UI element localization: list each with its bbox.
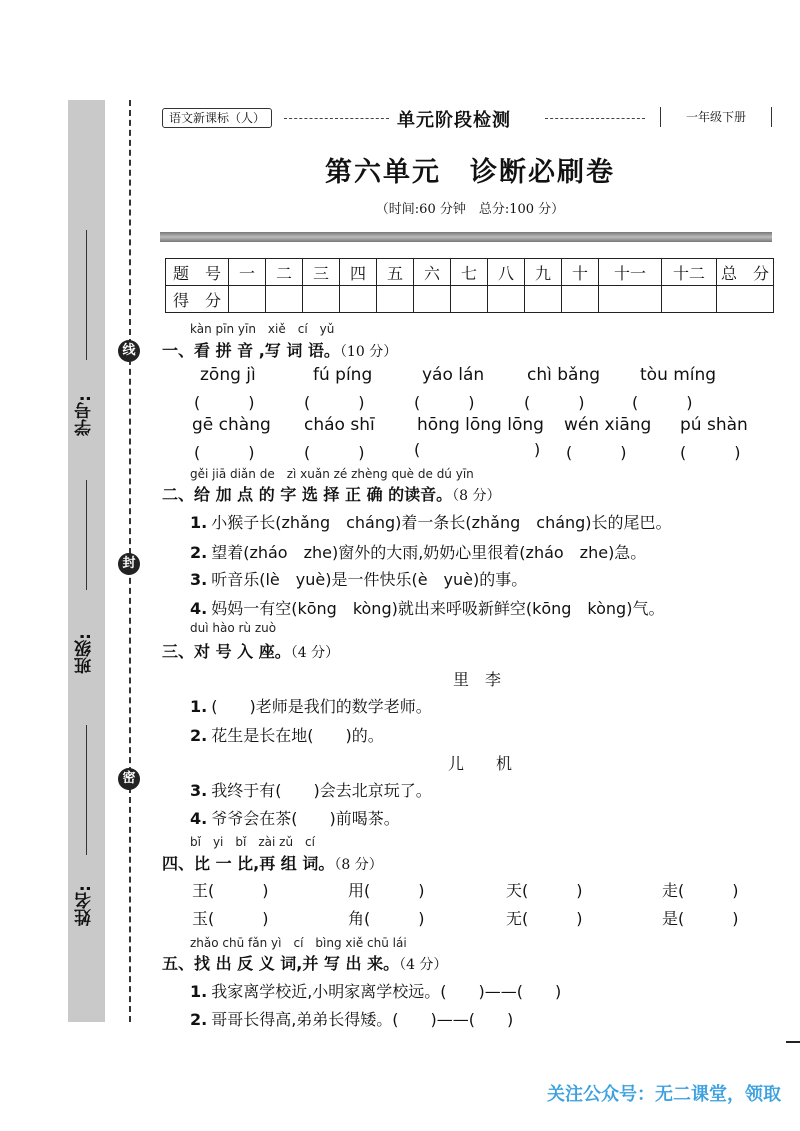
question-item	[190, 1007, 513, 1030]
seal-seal: 封	[118, 553, 140, 575]
name-label: 姓名:	[75, 885, 95, 926]
table-cell: 五	[377, 259, 414, 286]
word-choices: 儿 机	[448, 754, 513, 773]
seal-secret: 密	[118, 768, 140, 790]
section1-heading-text: 一、看 拼 音 ,写 词 语。	[162, 341, 340, 360]
answer-blank[interactable]: ( )	[680, 443, 741, 462]
pinyin-word: hōng lōng lōng	[417, 415, 544, 435]
table-cell: 三	[303, 259, 340, 286]
section4-pinyin: bǐ yi bǐ zài zǔ cí	[190, 835, 315, 849]
question-number: 2.	[190, 726, 208, 745]
table-cell: 二	[266, 259, 303, 286]
question-item	[190, 806, 400, 829]
student-id-label: 学号:	[75, 395, 95, 436]
pinyin-word: yáo lán	[422, 365, 485, 385]
section4-points: （8 分）	[334, 857, 383, 873]
compare-pair-bottom: 是( )	[662, 909, 739, 928]
section2-points: （8 分）	[452, 488, 501, 504]
table-cell: 一	[229, 259, 266, 286]
score-header-row	[166, 259, 774, 286]
section3-points: （4 分）	[290, 645, 340, 661]
question-item	[190, 510, 672, 533]
table-cell: 题 号	[166, 259, 229, 286]
question-item	[190, 540, 646, 563]
seal-line: 线	[118, 340, 140, 362]
question-text: 望着(zháo zhe)窗外的大雨,奶奶心里很着(zháo zhe)急。	[211, 543, 647, 562]
table-cell: 七	[451, 259, 488, 286]
score-input-cell[interactable]	[414, 286, 451, 313]
question-text: 爷爷会在茶( )前喝茶。	[211, 809, 400, 828]
section5-heading-text: 五、找 出 反 义 词,并 写 出 来。	[162, 954, 400, 973]
score-input-cell[interactable]	[599, 286, 662, 313]
question-number: 1.	[190, 982, 208, 1001]
footer-watermark-text: 关注公众号：无二课堂，领取	[547, 1084, 781, 1105]
section4-heading	[162, 851, 383, 874]
compare-pair-bottom: 角( )	[348, 909, 425, 928]
question-number: 1.	[190, 513, 208, 532]
word-choices: 里 李	[453, 670, 502, 689]
pinyin-word: pú shàn	[680, 415, 748, 435]
compare-pair-top: 用( )	[348, 881, 425, 900]
question-item	[190, 778, 432, 801]
section2-heading-text: 二、给 加 点 的 字 选 择 正 确 的读音。	[162, 485, 453, 504]
title-band	[160, 232, 772, 242]
header-dash-left	[284, 118, 389, 119]
question-item	[190, 567, 527, 590]
question-item	[190, 723, 384, 746]
answer-blank[interactable]: ( )	[194, 393, 255, 412]
table-cell: 九	[525, 259, 562, 286]
compare-pair-top: 王( )	[192, 881, 269, 900]
table-cell: 四	[340, 259, 377, 286]
compare-pair-top: 走( )	[662, 881, 739, 900]
compare-pair-bottom: 玉( )	[192, 909, 269, 928]
table-cell: 十二	[662, 259, 717, 286]
answer-blank[interactable]: ( )	[194, 443, 255, 462]
page-title: 第六单元 诊断必刷卷	[325, 157, 615, 188]
score-value-row	[166, 286, 774, 313]
score-input-cell[interactable]	[488, 286, 525, 313]
question-number: 2.	[190, 543, 208, 562]
class-label: 班级:	[75, 633, 95, 674]
table-cell: 十一	[599, 259, 662, 286]
answer-blank[interactable]: ( )	[632, 393, 693, 412]
class-line	[86, 480, 87, 590]
section1-heading	[162, 338, 397, 361]
pinyin-word: chì bǎng	[527, 365, 601, 385]
table-cell: 八	[488, 259, 525, 286]
score-input-cell[interactable]	[340, 286, 377, 313]
question-number: 4.	[190, 599, 208, 618]
table-cell: 总 分	[717, 259, 774, 286]
section1-points: （10 分）	[339, 344, 398, 360]
question-text: ( )老师是我们的数学老师。	[211, 697, 432, 716]
section2-heading	[162, 482, 501, 505]
question-text: 我终于有( )会去北京玩了。	[211, 781, 432, 800]
question-text: 听音乐(lè yuè)是一件快乐(è yuè)的事。	[211, 570, 528, 589]
student-id-line	[86, 230, 87, 360]
table-cell: 十	[562, 259, 599, 286]
section1-pinyin: kàn pīn yīn xiě cí yǔ	[190, 322, 335, 336]
score-input-cell[interactable]	[662, 286, 717, 313]
answer-blank[interactable]: ( )	[566, 443, 627, 462]
question-number: 3.	[190, 570, 208, 589]
pinyin-word: tòu míng	[640, 365, 717, 385]
score-input-cell[interactable]	[717, 286, 774, 313]
answer-blank[interactable]: ( )	[304, 393, 365, 412]
section3-heading	[162, 639, 339, 662]
score-input-cell[interactable]	[303, 286, 340, 313]
pinyin-word: fú píng	[313, 365, 373, 385]
name-line	[86, 725, 87, 855]
table-cell: 得 分	[166, 286, 229, 313]
header-center: 单元阶段检测	[397, 110, 511, 131]
question-item	[190, 979, 561, 1002]
question-number: 3.	[190, 781, 208, 800]
section4-heading-text: 四、比 一 比,再 组 词。	[162, 854, 335, 873]
score-input-cell[interactable]	[229, 286, 266, 313]
question-item	[190, 694, 432, 717]
header-right-tag: 一年级下册	[660, 107, 772, 127]
question-number: 2.	[190, 1010, 208, 1029]
question-number: 4.	[190, 809, 208, 828]
exam-time-info: （时间:60 分钟 总分:100 分）	[375, 202, 565, 217]
answer-blank[interactable]: ( )	[414, 393, 475, 412]
compare-pair-bottom: 无( )	[506, 909, 583, 928]
pinyin-word: zōng jì	[200, 365, 256, 385]
section5-points: （4 分）	[399, 957, 448, 973]
question-text: 花生是长在地( )的。	[211, 726, 384, 745]
question-number: 1.	[190, 697, 208, 716]
question-item	[190, 596, 664, 619]
question-text: 哥哥长得高,弟弟长得矮。( )——( )	[211, 1010, 514, 1029]
section5-pinyin: zhǎo chū fǎn yì cí bìng xiě chū lái	[190, 936, 407, 950]
section2-pinyin: gěi jiā diǎn de zì xuǎn zé zhèng què de dú yīn	[190, 467, 474, 481]
answer-blank[interactable]: ( )	[524, 393, 585, 412]
question-text: 我家离学校近,小明家离学校远。( )——( )	[211, 982, 562, 1001]
section3-heading-text: 三、对 号 入 座。	[162, 642, 291, 661]
question-text: 妈妈一有空(kōng kòng)就出来呼吸新鲜空(kōng kòng)气。	[211, 599, 665, 618]
header-dash-right	[545, 118, 645, 119]
score-table	[165, 258, 774, 313]
score-input-cell[interactable]	[525, 286, 562, 313]
section3-pinyin: duì hào rù zuò	[190, 621, 277, 635]
compare-pair-top: 天( )	[506, 881, 583, 900]
table-cell: 六	[414, 259, 451, 286]
page-edge-mark	[786, 1041, 800, 1043]
pinyin-word: cháo shī	[304, 415, 375, 435]
score-input-cell[interactable]	[451, 286, 488, 313]
pinyin-word: wén xiāng	[564, 415, 652, 435]
score-input-cell[interactable]	[377, 286, 414, 313]
section5-heading	[162, 951, 447, 974]
question-text: 小猴子长(zhǎng cháng)着一条长(zhǎng cháng)长的尾巴。	[211, 513, 672, 532]
score-input-cell[interactable]	[266, 286, 303, 313]
score-input-cell[interactable]	[562, 286, 599, 313]
answer-blank[interactable]: ( )	[304, 443, 365, 462]
pinyin-word: gē chàng	[192, 415, 271, 435]
header-left-tag: 语文新课标（人）	[162, 108, 272, 128]
